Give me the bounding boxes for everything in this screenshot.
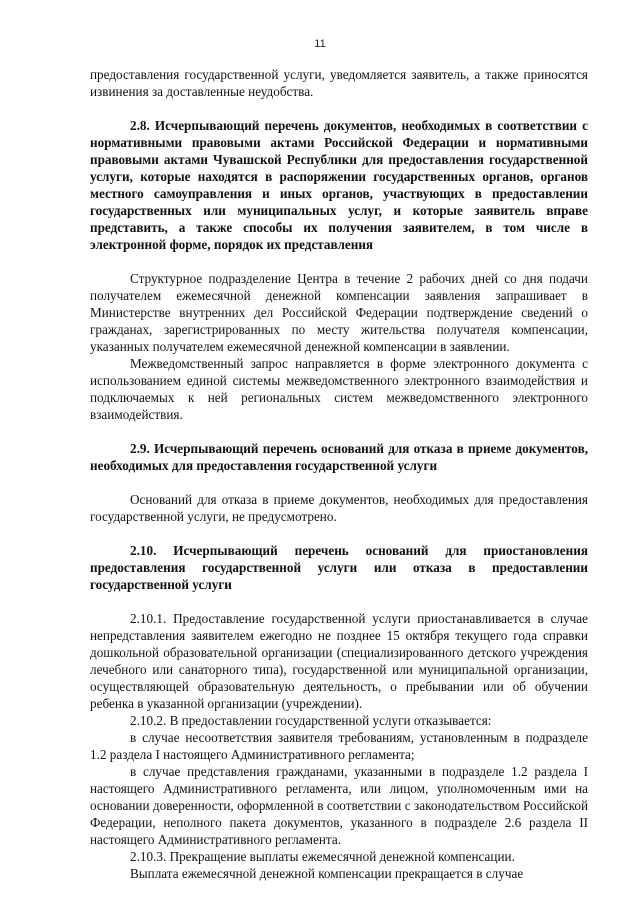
section-heading-2-10: 2.10. Исчерпывающий перечень оснований для приостановления предоставления государственной услуги или отказа в предоставлении государственной услуги [90, 543, 588, 592]
document-body [90, 66, 588, 882]
section-heading-2-9: 2.9. Исчерпывающий перечень оснований для отказа в приеме документов, необходимых для предоставления государственной услуги [90, 441, 588, 473]
paragraph-2-10-1: 2.10.1. Предоставление государственной услуги приостанавливается в случае непредставления заявителем ежегодно не позднее 15 октября текущего года справки дошкольной образовательной организации (специализированного детского учреждения лечебного или санаторного типа), государственной или муниципальной организации, осуществляющей образовательную деятельность, о пребывании или об обучении ребенка в указанной организации (учреждении). [90, 611, 588, 711]
paragraph-2-8-1: Структурное подразделение Центра в течение 2 рабочих дней со дня подачи получателем ежемесячной денежной компенсации заявления запрашивает в Министерстве внутренних дел Российской Федерации подтверждение сведений о гражданах, зарегистрированных по месту жительства получателя компенсации, указанных получателем ежемесячной денежной компенсации в заявлении. [90, 271, 588, 354]
paragraph-2-9-1: Оснований для отказа в приеме документов, необходимых для предоставления государственной услуги, не предусмотрено. [90, 492, 588, 524]
paragraph-2-10-6: Выплата ежемесячной денежной компенсации прекращается в случае [130, 866, 524, 881]
paragraph-2-8-2: Межведомственный запрос направляется в форме электронного документа с использованием единой системы межведомственного электронного взаимодействия и подключаемых к ней региональных систем межведомственного электронного взаимодействия. [90, 356, 588, 422]
paragraph-2-10-5: 2.10.3. Прекращение выплаты ежемесячной денежной компенсации. [130, 849, 515, 864]
paragraph-2-10-3: в случае несоответствия заявителя требованиям, установленным в подразделе 1.2 раздела I настоящего Административного регламента; [90, 730, 588, 762]
continuation-paragraph: предоставления государственной услуги, уведомляется заявитель, а также приносятся извинения за доставленные неудобства. [90, 67, 588, 99]
paragraph-2-10-2: 2.10.2. В предоставлении государственной услуги отказывается: [130, 713, 492, 728]
paragraph-2-10-4: в случае представления гражданами, указанными в подразделе 1.2 раздела I настоящего Административного регламента, или лицом, уполномоченным ими на основании доверенности, оформленной в соответствии с законодательством Российской Федерации, неполного пакета документов, указанного в подразделе 2.6 раздела II настоящего Административного регламента. [90, 764, 588, 847]
page-number: 11 [314, 38, 326, 50]
section-heading-2-8: 2.8. Исчерпывающий перечень документов, необходимых в соответствии с нормативными правовыми актами Российской Федерации и нормативными правовыми актами Чувашской Республики для предоставления государственной услуги, которые находятся в распоряжении государственных органов, органов местного самоуправления и иных органов, участвующих в предоставлении государственных или муниципальных услуг, и которые заявитель вправе представить, а также способы их получения заявителем, в том числе в электронной форме, порядок их представления [90, 118, 588, 252]
